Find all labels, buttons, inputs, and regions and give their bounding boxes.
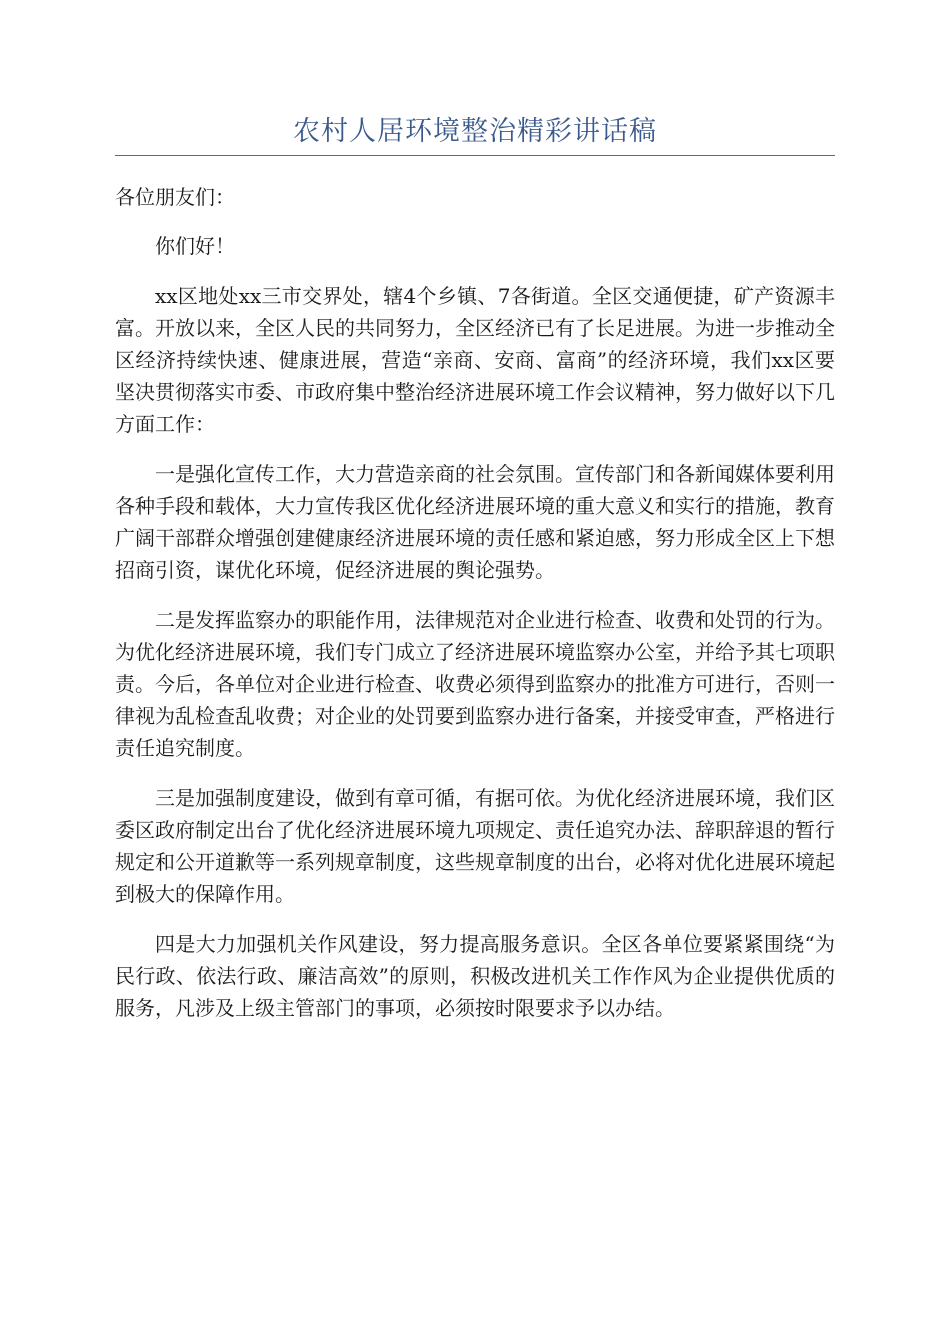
document-title: 农村人居环境整治精彩讲话稿 bbox=[293, 116, 657, 147]
paragraph-intro: xx区地处xx三市交界处，辖4个乡镇、7各街道。全区交通便捷，矿产资源丰富。开放以来，全区人民的共同努力，全区经济已有了长足进展。为进一步推动全区经济持续快速、健康进展，营造“亲商、安商、富商”的经济环境，我们xx区要坚决贯彻落实市委、市政府集中整治经济进展环境工作会议精神，努力做好以下几方面工作： bbox=[115, 284, 835, 436]
paragraph-point-one: 一是强化宣传工作，大力营造亲商的社会氛围。宣传部门和各新闻媒体要利用各种手段和载体，大力宣传我区优化经济进展环境的重大意义和实行的措施，教育广阔干部群众增强创建健康经济进展环境的责任感和紧迫感，努力形成全区上下想招商引资，谋优化环境，促经济进展的舆论强势。 bbox=[115, 462, 835, 582]
paragraph-greeting: 你们好！ bbox=[155, 234, 235, 258]
salutation: 各位朋友们： bbox=[115, 185, 235, 209]
paragraph-point-four: 四是大力加强机关作风建设，努力提高服务意识。全区各单位要紧紧围绕“为民行政、依法行政、廉洁高效”的原则，积极改进机关工作作风为企业提供优质的服务，凡涉及上级主管部门的事项，必须按时限要求予以办结。 bbox=[115, 932, 835, 1020]
document-body bbox=[115, 182, 835, 1024]
paragraph-point-two: 二是发挥监察办的职能作用，法律规范对企业进行检查、收费和处罚的行为。为优化经济进展环境，我们专门成立了经济进展环境监察办公室，并给予其七项职责。今后，各单位对企业进行检查、收费必须得到监察办的批准方可进行，否则一律视为乱检查乱收费；对企业的处罚要到监察办进行备案，并接受审查，严格进行责任追究制度。 bbox=[115, 608, 835, 760]
title-underline bbox=[115, 155, 835, 156]
paragraph-point-three: 三是加强制度建设，做到有章可循，有据可依。为优化经济进展环境，我们区委区政府制定出台了优化经济进展环境九项规定、责任追究办法、辞职辞退的暂行规定和公开道歉等一系列规章制度，这些规章制度的出台，必将对优化进展环境起到极大的保障作用。 bbox=[115, 786, 835, 906]
